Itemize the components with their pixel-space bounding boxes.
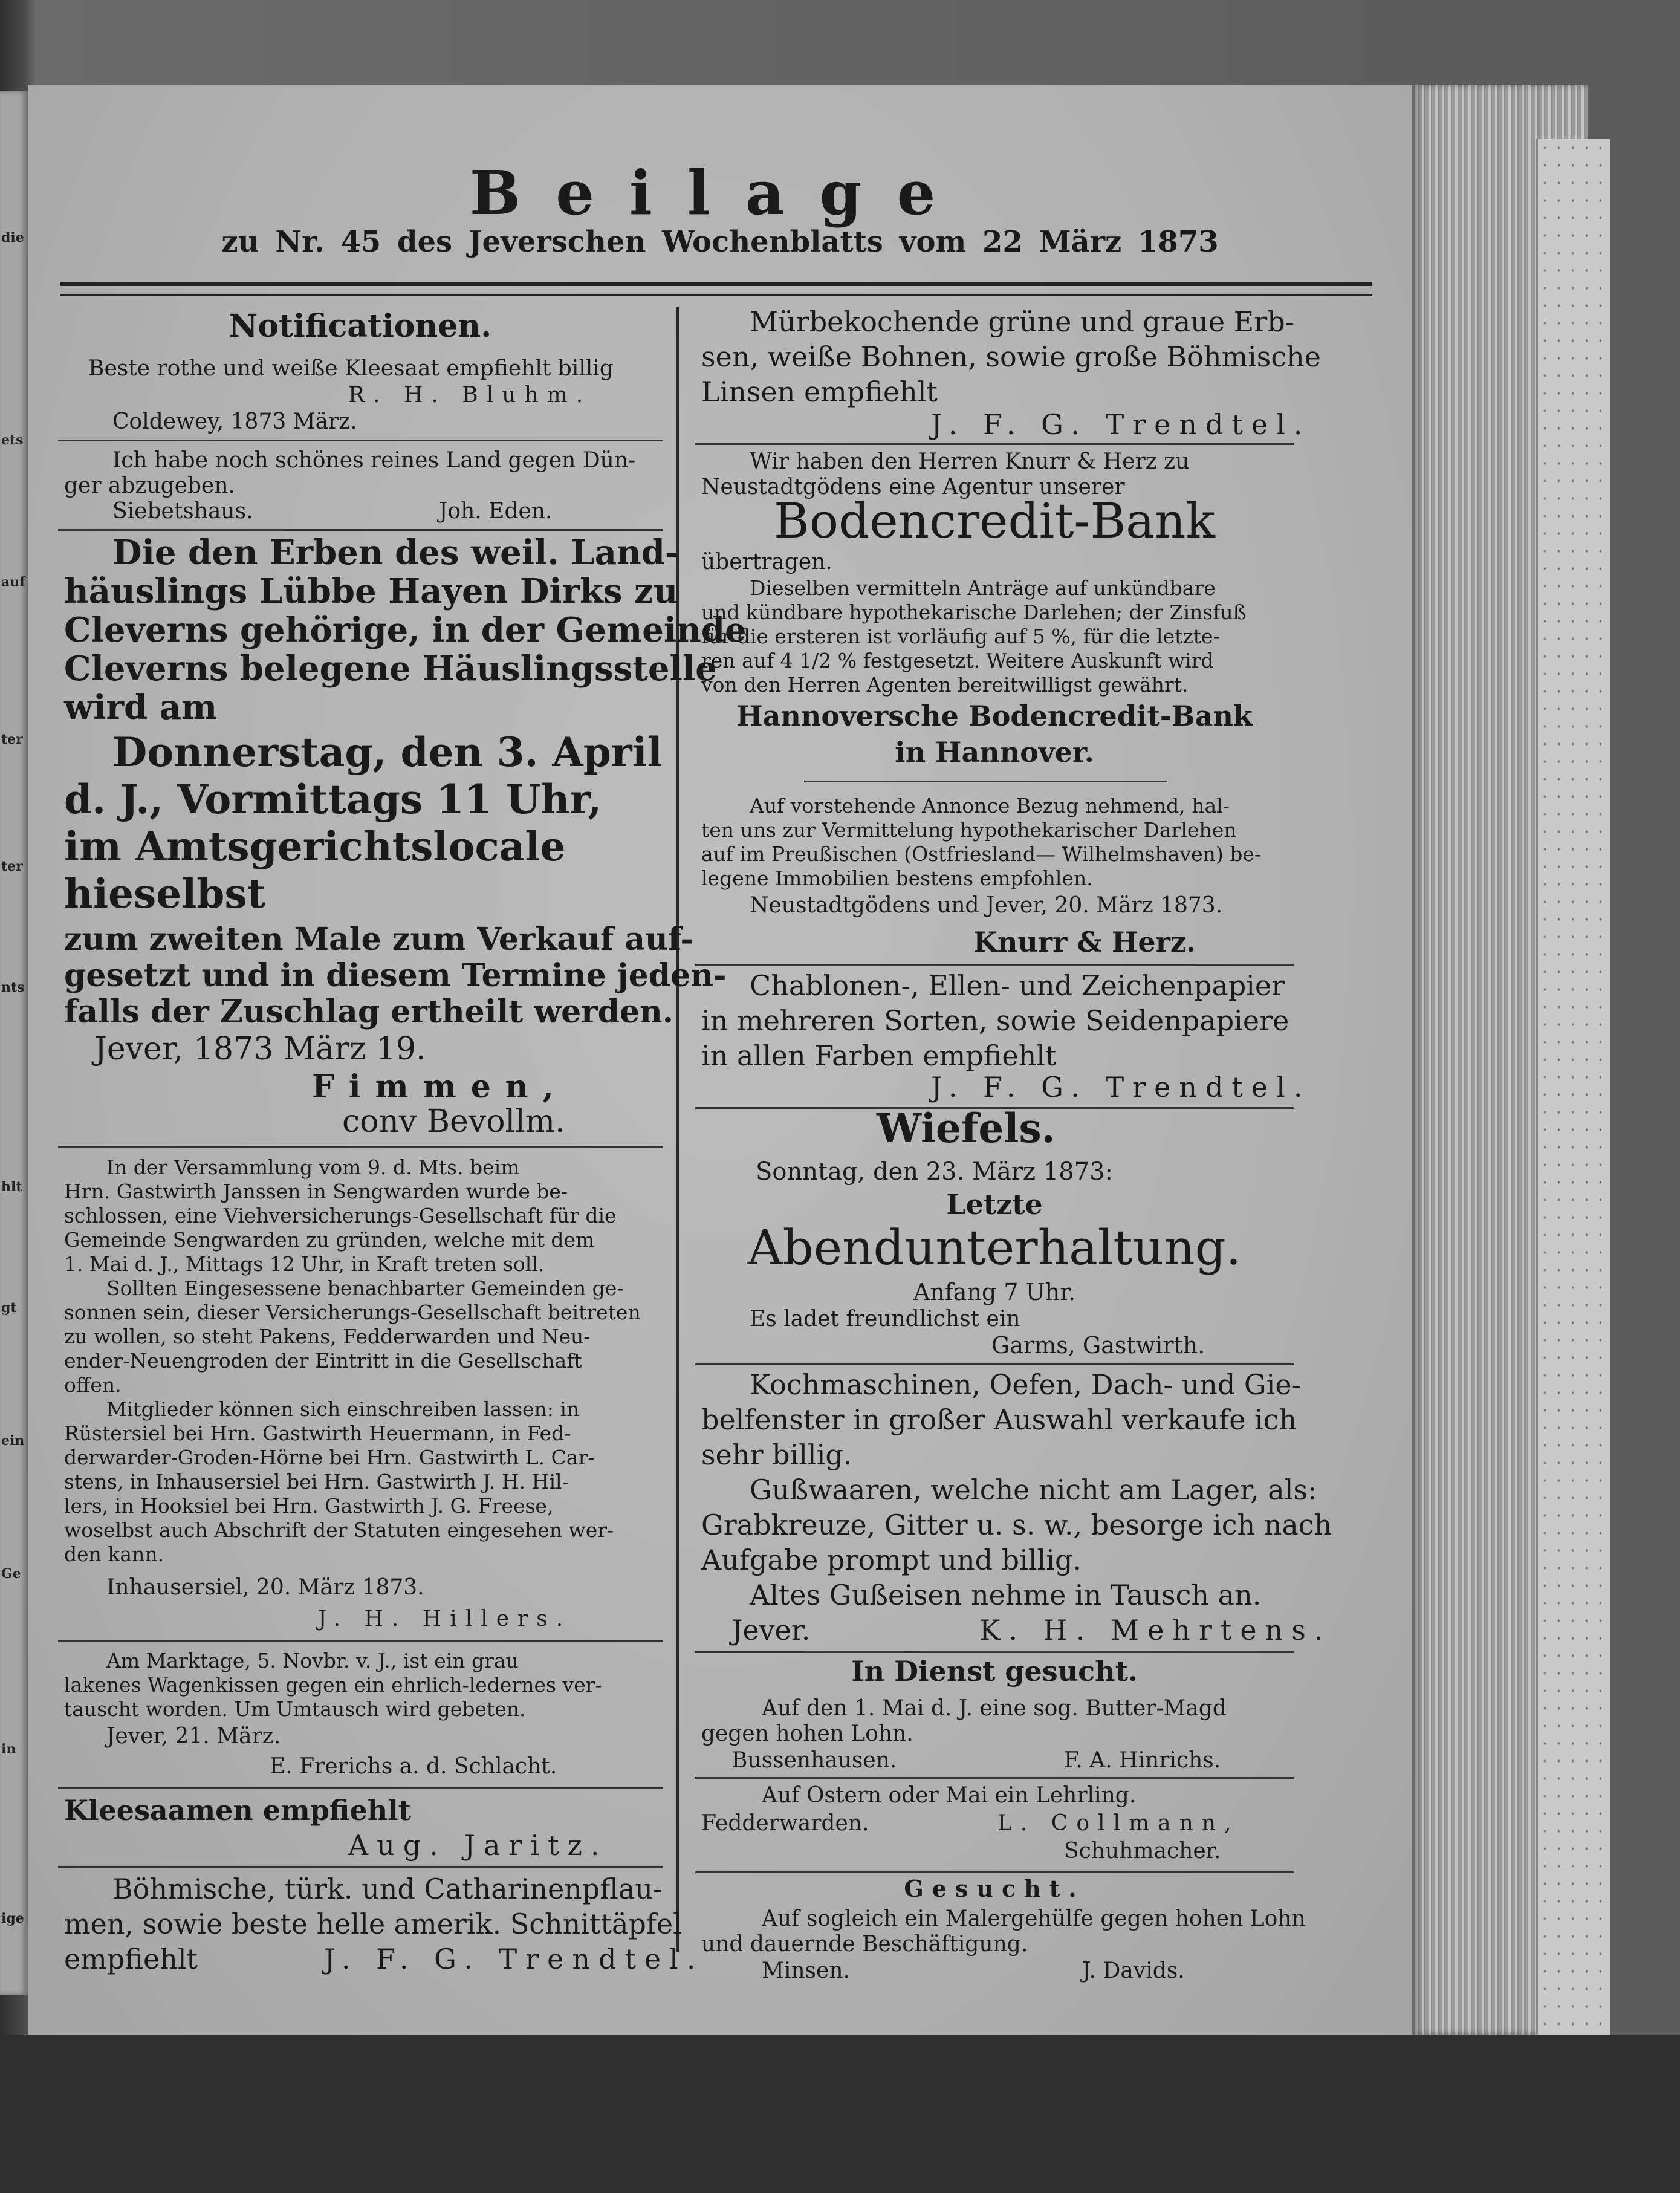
ad-text: lers, in Hooksiel bei Hrn. Gastwirth J. G. Freese, [64, 1494, 554, 1518]
ad-text: woselbst auch Abschrift der Statuten eingesehen wer- [64, 1518, 614, 1542]
ad-text: Hrn. Gastwirth Janssen in Sengwarden wurde be- [64, 1180, 568, 1203]
ad-text: von den Herren Agenten bereitwilligst gewährt. [701, 673, 1189, 697]
auction-text: Die den Erben des weil. Land- [112, 533, 679, 573]
ad-text: 1. Mai d. J., Mittags 12 Uhr, in Kraft treten soll. [64, 1252, 545, 1276]
auction-location: hieselbst [64, 870, 266, 917]
ad-text: Beste rothe und weiße Kleesaat empfiehlt billig [88, 356, 614, 381]
auction-text: wird am [64, 687, 218, 727]
ad-text: Dieselben vermitteln Anträge auf unkündbare [750, 576, 1216, 600]
prev-fragment: hlt [1, 1179, 22, 1195]
ad-place-date: Jever, 21. März. [106, 1724, 281, 1749]
prev-fragment: ets [1, 432, 24, 448]
bank-name-large: Bodencredit-Bank [774, 493, 1215, 549]
ad-text: derwarder-Groden-Hörne bei Hrn. Gastwirth L. Car- [64, 1446, 595, 1469]
supplement-subtitle: zu Nr. 45 des Jeverschen Wochenblatts vom 22 März 1873 [221, 225, 1219, 259]
section-heading: Notificationen. [229, 308, 492, 345]
ad-signer: K. H. Mehrtens. [979, 1614, 1332, 1646]
ad-text: Altes Gußeisen nehme in Tausch an. [750, 1579, 1262, 1611]
ad-signer: J. F. G. Trendtel. [931, 408, 1311, 441]
ad-text: Wir haben den Herren Knurr & Herz zu [750, 449, 1190, 474]
ad-text: Auf sogleich ein Malergehülfe gegen hohen Lohn [762, 1906, 1306, 1931]
ad-text: den kann. [64, 1542, 164, 1566]
ad-signer: F. A. Hinrichs. [1064, 1748, 1221, 1773]
prev-fragment: nts [1, 980, 25, 995]
ad-signer: J. Davids. [1082, 1958, 1185, 1983]
separator [695, 1363, 1294, 1365]
book-cover [1536, 139, 1610, 2056]
ad-signer-title: Schuhmacher. [1064, 1839, 1221, 1863]
ad-signer: Garms, Gastwirth. [991, 1332, 1205, 1359]
auction-signer-title: conv Bevollm. [342, 1103, 565, 1140]
auction-signer: Fimmen, [312, 1068, 568, 1105]
ad-text: Auf vorstehende Annonce Bezug nehmend, hal- [750, 794, 1230, 817]
ad-text: Es ladet freundlichst ein [750, 1307, 1020, 1331]
ad-text: Ich habe noch schönes reines Land gegen Dün- [112, 448, 636, 473]
separator [58, 1146, 663, 1148]
ad-text: Auf Ostern oder Mai ein Lehrling. [762, 1783, 1137, 1808]
ad-text: belfenster in großer Auswahl verkaufe ich [701, 1403, 1297, 1436]
ad-text: men, sowie beste helle amerik. Schnittäpfel [64, 1908, 682, 1940]
ad-place: Minsen. [762, 1958, 850, 1983]
prev-fragment: ter [1, 732, 23, 747]
ad-signer: R. H. Bluhm. [348, 383, 592, 408]
separator [58, 1866, 663, 1868]
ad-signer: E. Frerichs a. d. Schlacht. [270, 1754, 557, 1779]
scanner-bed [0, 2035, 1680, 2193]
prev-fragment: ter [1, 859, 23, 874]
bank-signer: in Hannover. [895, 736, 1094, 768]
ad-text: Böhmische, türk. und Catharinenpflau- [112, 1873, 663, 1905]
ad-text: für die ersteren ist vorläufig auf 5 %, für die letzte- [701, 625, 1220, 648]
auction-text: häuslings Lübbe Hayen Dirks zu [64, 571, 678, 611]
ad-place: Jever. [731, 1614, 811, 1646]
prev-fragment: Ge [1, 1566, 21, 1582]
ad-place-date: Inhausersiel, 20. März 1873. [106, 1575, 424, 1600]
ad-text: Auf den 1. Mai d. J. eine sog. Butter-Magd [762, 1696, 1227, 1721]
separator [695, 964, 1294, 966]
ad-signer: L. Collmann, [997, 1811, 1240, 1836]
venue-name: Wiefels. [877, 1105, 1056, 1152]
prev-fragment: die [1, 230, 24, 245]
ad-text: ten uns zur Vermittelung hypothekarischer Darlehen [701, 818, 1237, 842]
ad-text: schlossen, eine Viehversicherungs-Gesellschaft für die [64, 1204, 617, 1227]
ad-text: empfiehlt [64, 1943, 198, 1975]
event-text: Letzte [946, 1188, 1043, 1221]
auction-text: Cleverns belegene Häuslingsstelle [64, 649, 717, 689]
ad-text: Mitglieder können sich einschreiben lassen: in [106, 1397, 580, 1421]
ad-text: und kündbare hypothekarische Darlehen; der Zinsfuß [701, 600, 1247, 624]
ad-text: offen. [64, 1373, 122, 1397]
ad-text: Chablonen-, Ellen- und Zeichenpapier [750, 969, 1285, 1002]
separator [695, 443, 1294, 445]
separator [58, 529, 663, 531]
ad-text: zu wollen, so steht Pakens, Fedderwarden und Neu- [64, 1325, 591, 1348]
ad-signer: J. F. G. Trendtel. [931, 1071, 1311, 1103]
prev-fragment: gt [1, 1300, 17, 1316]
ad-text: gegen hohen Lohn. [701, 1721, 913, 1746]
ad-text: Gußwaaren, welche nicht am Lager, als: [750, 1473, 1317, 1506]
ad-place: Siebetshaus. [112, 499, 253, 524]
ad-text: Kochmaschinen, Oefen, Dach- und Gie- [750, 1368, 1302, 1401]
auction-text: falls der Zuschlag ertheilt werden. [64, 993, 673, 1030]
ad-signer: Aug. Jaritz. [348, 1829, 608, 1862]
ad-text: Kleesaamen empfiehlt [64, 1794, 411, 1827]
prev-fragment: ein [1, 1433, 25, 1449]
ad-text: ger abzugeben. [64, 473, 235, 498]
ad-text: sen, weiße Bohnen, sowie große Böhmische [701, 340, 1322, 373]
ad-text: Am Marktage, 5. Novbr. v. J., ist ein grau [106, 1649, 519, 1672]
section-heading: Gesucht. [904, 1875, 1085, 1902]
separator [58, 1787, 663, 1789]
ad-text: Gemeinde Sengwarden zu gründen, welche mit dem [64, 1228, 595, 1252]
section-heading: In Dienst gesucht. [851, 1655, 1138, 1688]
ad-text: Mürbekochende grüne und graue Erb- [750, 305, 1295, 338]
ad-signer: Knurr & Herz. [973, 926, 1196, 958]
auction-text: zum zweiten Male zum Verkauf auf- [64, 921, 693, 958]
ad-text: ren auf 4 1/2 % festgesetzt. Weitere Auskunft wird [701, 649, 1214, 672]
ad-text: Sollten Eingesessene benachbarter Gemeinden ge- [106, 1276, 624, 1300]
ad-signer: J. F. G. Trendtel. [324, 1943, 704, 1975]
ad-text: in allen Farben empfiehlt [701, 1039, 1057, 1072]
ad-text: sonnen sein, dieser Versicherungs-Gesellschaft beitreten [64, 1301, 641, 1324]
event-date: Sonntag, den 23. März 1873: [756, 1158, 1114, 1186]
separator [695, 1777, 1294, 1779]
auction-text: Cleverns gehörige, in der Gemeinde [64, 610, 747, 650]
separator [695, 1651, 1294, 1653]
auction-text: gesetzt und in diesem Termine jeden- [64, 957, 727, 994]
event-title-large: Abendunterhaltung. [747, 1220, 1242, 1276]
event-start: Anfang 7 Uhr. [913, 1279, 1076, 1305]
header-rule [60, 282, 1372, 296]
ad-place: Fedderwarden. [701, 1811, 869, 1836]
ad-text: tauscht worden. Um Umtausch wird gebeten. [64, 1697, 526, 1721]
ad-text: lakenes Wagenkissen gegen ein ehrlich-ledernes ver- [64, 1673, 602, 1697]
ad-place-date: Coldewey, 1873 März. [112, 409, 357, 434]
ad-text: Aufgabe prompt und billig. [701, 1544, 1082, 1576]
ad-signer: J. H. Hillers. [318, 1607, 572, 1631]
separator [695, 1871, 1294, 1873]
ad-place: Bussenhausen. [731, 1748, 897, 1773]
prev-fragment: ige [1, 1911, 24, 1926]
ad-text: Grabkreuze, Gitter u. s. w., besorge ich nach [701, 1509, 1332, 1541]
prev-fragment: in [1, 1741, 16, 1757]
auction-time: d. J., Vormittags 11 Uhr, [64, 776, 602, 823]
separator [58, 440, 663, 441]
auction-date: Donnerstag, den 3. April [112, 729, 663, 776]
auction-location: im Amtsgerichtslocale [64, 823, 566, 870]
auction-place-date: Jever, 1873 März 19. [94, 1031, 426, 1067]
ad-text: Neustadtgödens eine Agentur unserer [701, 475, 1125, 499]
ad-text: In der Versammlung vom 9. d. Mts. beim [106, 1155, 520, 1179]
ad-text: legene Immobilien bestens empfohlen. [701, 866, 1093, 890]
ad-text: stens, in Inhausersiel bei Hrn. Gastwirth J. H. Hil- [64, 1470, 569, 1493]
separator [58, 1640, 663, 1642]
ad-text: Rüstersiel bei Hrn. Gastwirth Heuermann, in Fed- [64, 1421, 571, 1445]
ad-signer: Joh. Eden. [439, 499, 553, 524]
bank-signer: Hannoversche Bodencredit-Bank [736, 700, 1253, 732]
ad-text: ender-Neuengroden der Eintritt in die Gesellschaft [64, 1349, 582, 1373]
ad-text: sehr billig. [701, 1438, 852, 1471]
previous-page-edge [0, 91, 28, 1995]
ad-text: auf im Preußischen (Ostfriesland— Wilhelmshaven) be- [701, 842, 1262, 866]
ad-text: in mehreren Sorten, sowie Seidenpapiere [701, 1004, 1289, 1037]
ad-place-date: Neustadtgödens und Jever, 20. März 1873. [750, 893, 1223, 918]
prev-fragment: auf [1, 574, 25, 590]
separator [804, 781, 1167, 782]
ad-text: Linsen empfiehlt [701, 375, 938, 408]
ad-text: und dauernde Beschäftigung. [701, 1932, 1028, 1957]
ad-text: übertragen. [701, 550, 832, 574]
supplement-title: Beilage [469, 157, 971, 229]
